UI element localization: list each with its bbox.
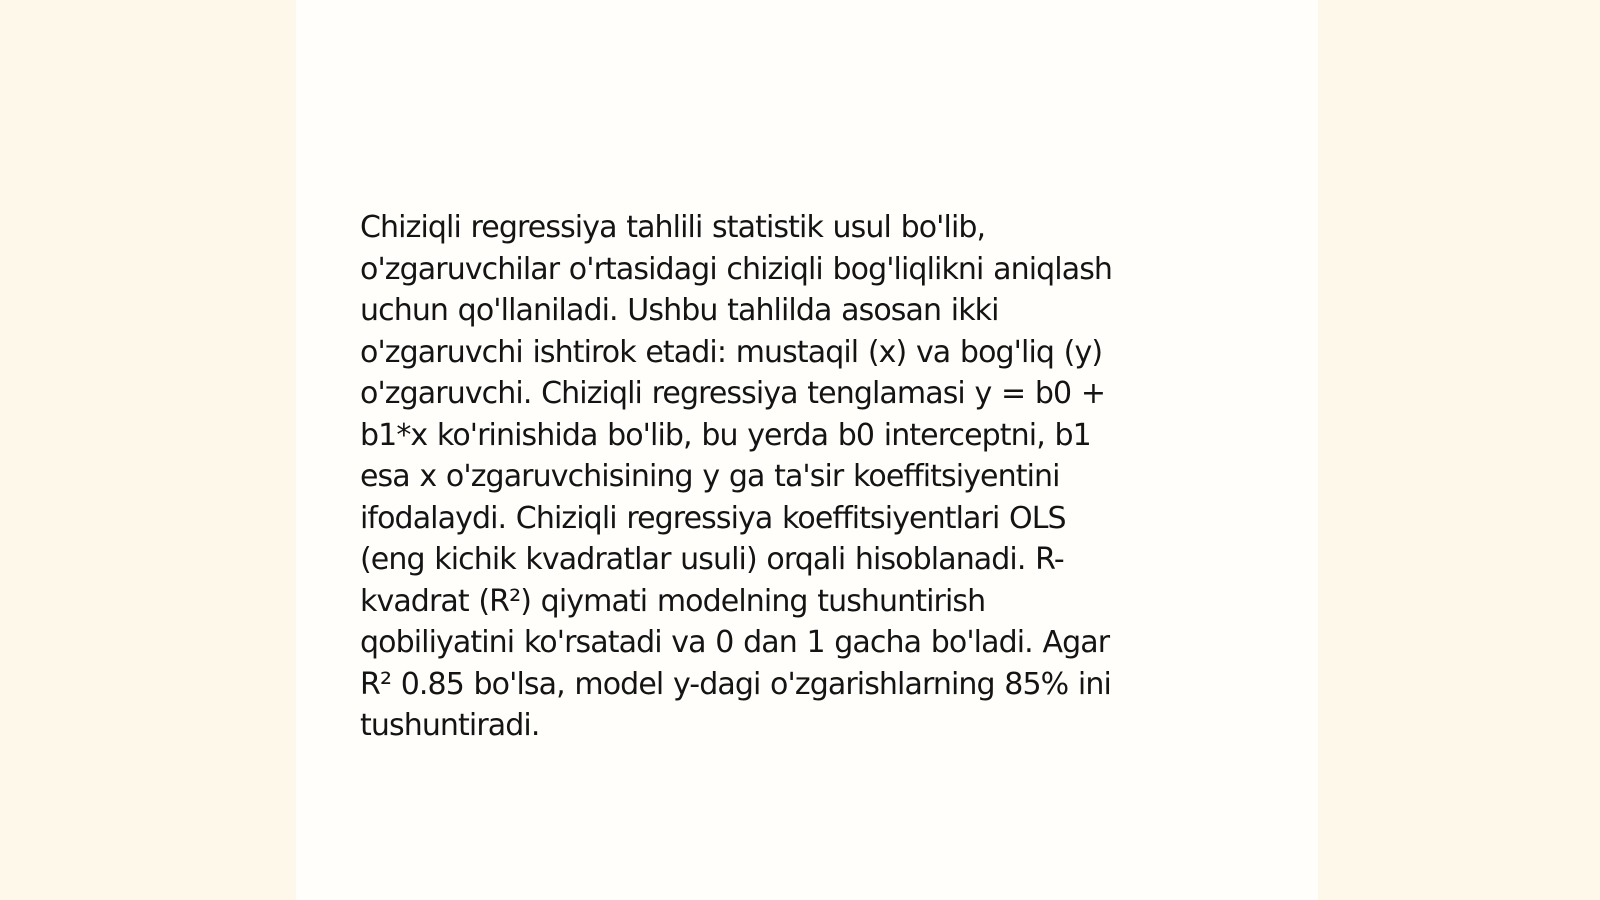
body-paragraph: Chiziqli regressiya tahlili statistik usul bo'lib, o'zgaruvchilar o'rtasidagi chiziqli bog'liqlikni aniqlash uchun qo'llaniladi. Ushbu tahlilda asosan ikki o'zgaruvchi ishtirok etadi: mustaqil (x) va bog'liq (y) o'zgaruvchi. Chiziqli regressiya tenglamasi y = b0 + b1*x ko'rinishida bo'lib, bu yerda b0 interceptni, b1 esa x o'zgaruvchisining y ga ta'sir koeffitsiyentini ifodalaydi. Chiziqli regressiya koeffitsiyentlari OLS (eng kichik kvadratlar usuli) orqali hisoblanadi. R- kvadrat (R²) qiymati modelning tushuntirish qobiliyatini ko'rsatadi va 0 dan 1 gacha bo'ladi. Agar R² 0.85 bo'lsa, model y-dagi o'zgarishlarning 85% ini tushuntiradi. xyxy=(360,210,1113,743)
document-page xyxy=(296,0,1318,900)
